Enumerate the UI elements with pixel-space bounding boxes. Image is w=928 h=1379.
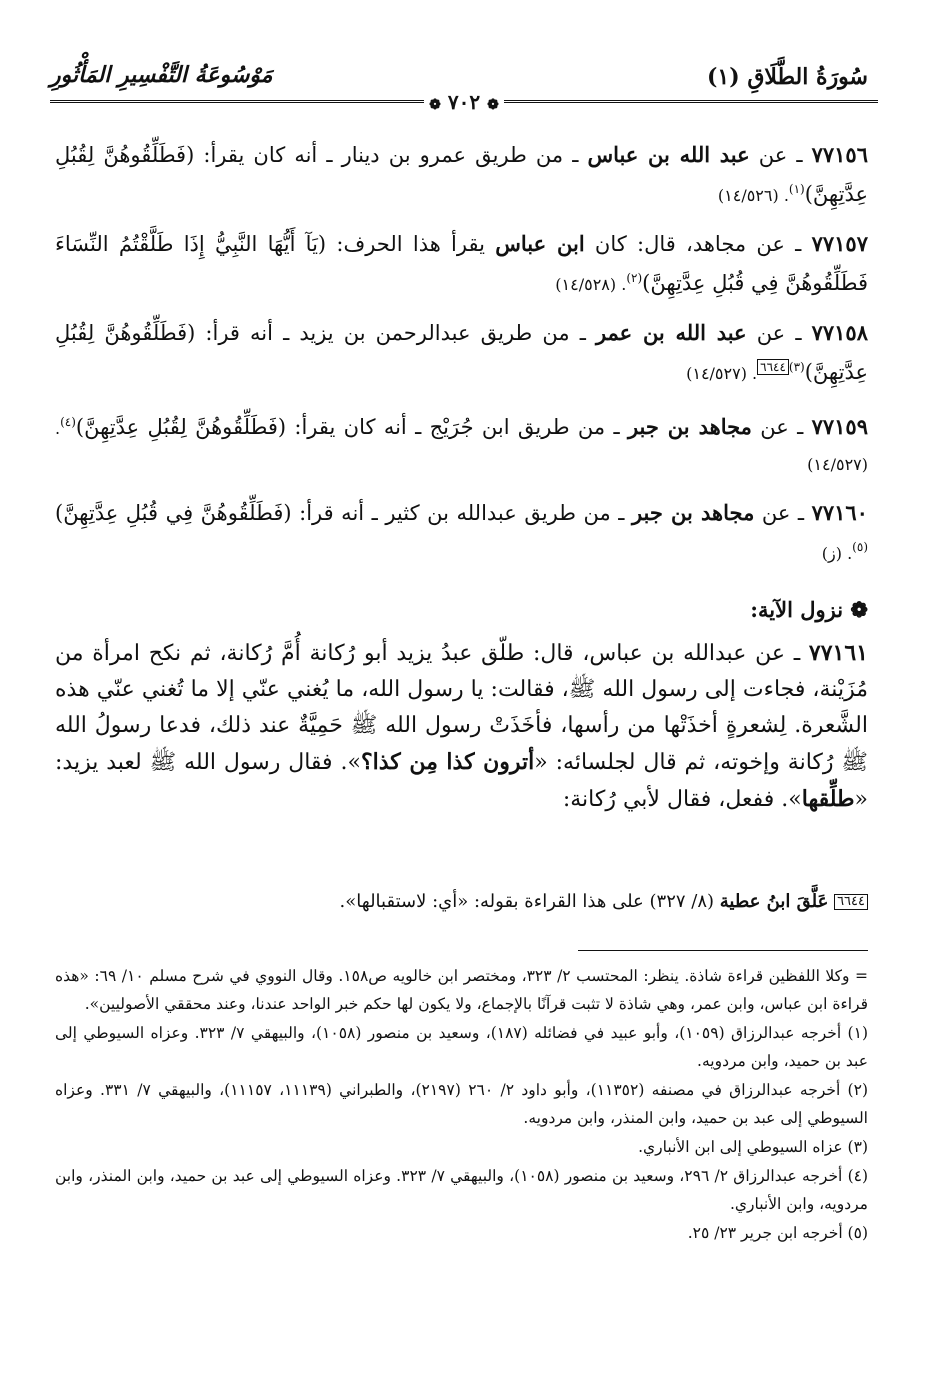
footnote-marker[interactable]: (٣) [788, 360, 805, 374]
ornament-icon: ❁ [487, 97, 499, 113]
entry-number: ٧٧١٥٦ [811, 142, 868, 167]
footnote-marker[interactable]: (٥) [852, 540, 868, 554]
narrator-name: ابن عباس [495, 231, 585, 256]
entry-text: ». فقال رسول الله ﷺ لعبد يزيد: « [55, 750, 868, 812]
entry-77160 [55, 496, 868, 571]
entry-text: ـ عن [751, 415, 812, 439]
entry-text: ـ من طريق ابن جُرَيْج ـ أنه كان يقرأ: (فَطَلِّقُوهُنَّ لِقُبُلِ عِدَّتِهِنَّ) [75, 415, 628, 439]
footnote-rule [578, 950, 868, 951]
footnote-item: (٢) أخرجه عبدالرزاق في مصنفه (١١٣٥٢)، وأبو داود ٢/ ٢٦٠ (٢١٩٧)، والطبراني (١١١٣٩، ١١١٥٧)، والبيهقي ٧/ ٣٣١. وعزاه السيوطي إلى عبد بن حميد، وابن المنذر، وابن مردويه. [55, 1081, 868, 1127]
entry-number: ٧٧١٥٩ [811, 414, 868, 439]
entry-77156 [55, 138, 868, 213]
hadith-quote: أترون كذا مِن كذا؟ [360, 749, 535, 775]
hadith-quote: طلِّقها [801, 786, 855, 812]
entry-text: ـ عن مجاهد، قال: كان [584, 232, 812, 256]
entry-text: ـ من طريق عبدالله بن كثير ـ أنه قرأ: (فَطَلِّقُوهُنَّ فِي قُبُلِ عِدَّتِهِنَّ) [55, 501, 632, 525]
narrator-name: عبد الله بن عباس [587, 142, 750, 167]
source-ref: . (١٤/٥٢٦) [717, 186, 789, 205]
footnote-item: (٣) عزاه السيوطي إلى ابن الأنباري. [638, 1138, 868, 1156]
entry-text: ـ عن [754, 501, 812, 525]
page-number [424, 90, 504, 114]
entry-77157 [55, 227, 868, 302]
source-ref: . (ز) [821, 544, 853, 563]
footnote-item: (٤) أخرجه عبدالرزاق ٢/ ٢٩٦، وسعيد بن منصور (١٠٥٨)، والبيهقي ٧/ ٣٢٣. وعزاه السيوطي إلى عبد بن حميد، وابن المنذر، وابن مردويه، وابن الأنباري. [55, 1167, 869, 1213]
entry-77159 [55, 405, 868, 482]
narrator-name: عبد الله بن عمر [595, 320, 747, 345]
footnote-marker[interactable]: (٤) [60, 415, 76, 429]
entry-text: ـ من طريق عمرو بن دينار ـ أنه كان يقرأ: (فَطَلِّقُوهُنَّ لِقُبُلِ عِدَّتِهِنَّ) [55, 143, 868, 206]
entry-number: ٧٧١٥٧ [811, 231, 868, 256]
entry-number: ٧٧١٦٠ [811, 500, 868, 525]
source-ref: . (١٤/٥٢٧) [55, 419, 868, 474]
book-title-header: مَوْسُوعَةُ التَّفْسِيرِ المَأْثُورِ [50, 62, 273, 88]
narrator-name: مجاهد بن جبر [627, 414, 752, 439]
commentary-text: (٨/ ٣٢٧) على هذا القراءة بقوله: «أي: لاستقبالها». [339, 891, 720, 912]
commentary-number: ٦٦٤٤ [834, 894, 868, 910]
entry-77158 [55, 316, 868, 391]
entry-text: يقرأ هذا الحرف: (يَآ أَيُّهَا النَّبِيُّ إِذَا طَلَّقْتُمُ النِّسَاءَ فَطَلِّقُوهُنَّ فِي قُبُلِ عِدَّتِهِنَّ) [55, 232, 868, 295]
entry-text: ـ من طريق عبدالرحمن بن يزيد ـ أنه قرأ: (فَطَلِّقُوهُنَّ لِقُبُلِ عِدَّتِهِنَّ) [55, 321, 868, 384]
narrator-name: مجاهد بن جبر [631, 500, 755, 525]
footnote-marker[interactable]: (٢) [626, 271, 643, 285]
entry-text: ». ففعل، فقال لأبي رُكانة: [562, 787, 802, 812]
commentary-marker[interactable]: ٦٦٤٤ [757, 359, 789, 375]
page-number-text: ٧٠٢ [447, 90, 481, 114]
ornament-icon: ❁ [429, 97, 441, 113]
entry-text: ـ عن عبدالله بن عباس، قال: طلّق عبدُ يزيد أبو رُكانة أُمَّ رُكانة، ثم نكح امرأة من مُزَيْنة، فجاءت إلى رسول الله ﷺ، فقالت: يا رسول الله، ما يُغني عنّي إلا ما تُغني عنّي هذه الشَّعرة. لِشعرةٍ أخذَتْها من رأسها، فأخَذَتْ رسول الله ﷺ حَمِيَّةٌ عند ذلك، فدعا رسولُ الله ﷺ رُكانة وإخوته، ثم قال لجلسائه: « [55, 641, 868, 775]
commentary-note [55, 888, 868, 916]
main-text [55, 138, 868, 832]
footnote-marker[interactable]: (١) [788, 182, 805, 196]
entry-text: ـ عن [746, 321, 812, 345]
footnote-item: (٥) أخرجه ابن جرير ٢٣/ ٢٥. [687, 1224, 868, 1242]
commentary-author: عَلَّقَ ابنُ عطية [719, 891, 829, 912]
source-ref: . (١٤/٥٢٧) [686, 364, 758, 383]
footnote-item: (١) أخرجه عبدالرزاق (١٠٥٩)، وأبو عبيد في فضائله (١٨٧)، وسعيد بن منصور (١٠٥٨)، والبيهقي ٧/ ٣٢٣. وعزاه السيوطي إلى عبد بن حميد، وابن مردويه. [55, 1024, 868, 1070]
footnote-item: = وكلا اللفظين قراءة شاذة. ينظر: المحتسب ٢/ ٣٢٣، ومختصر ابن خالويه ص١٥٨. وقال النووي في شرح مسلم ١٠/ ٦٩: «هذه قراءة ابن عباس، وابن عمر، وهي شاذة لا تثبت قرآنًا بالإجماع، ولا يكون لها حكم خبر الواحد عندنا، وعند محققي الأصوليين». [55, 967, 868, 1013]
surah-header: سُورَةُ الطَّلَاقِ (١) [707, 64, 868, 90]
section-title: ❁ نزول الآية: [750, 597, 868, 622]
source-ref: . (١٤/٥٢٨) [555, 275, 627, 294]
entry-number: ٧٧١٥٨ [811, 320, 868, 345]
entry-text: ـ عن [749, 143, 812, 167]
entry-number: ٧٧١٦١ [808, 640, 868, 666]
footnotes [55, 962, 868, 1248]
entry-77161 [55, 635, 868, 818]
